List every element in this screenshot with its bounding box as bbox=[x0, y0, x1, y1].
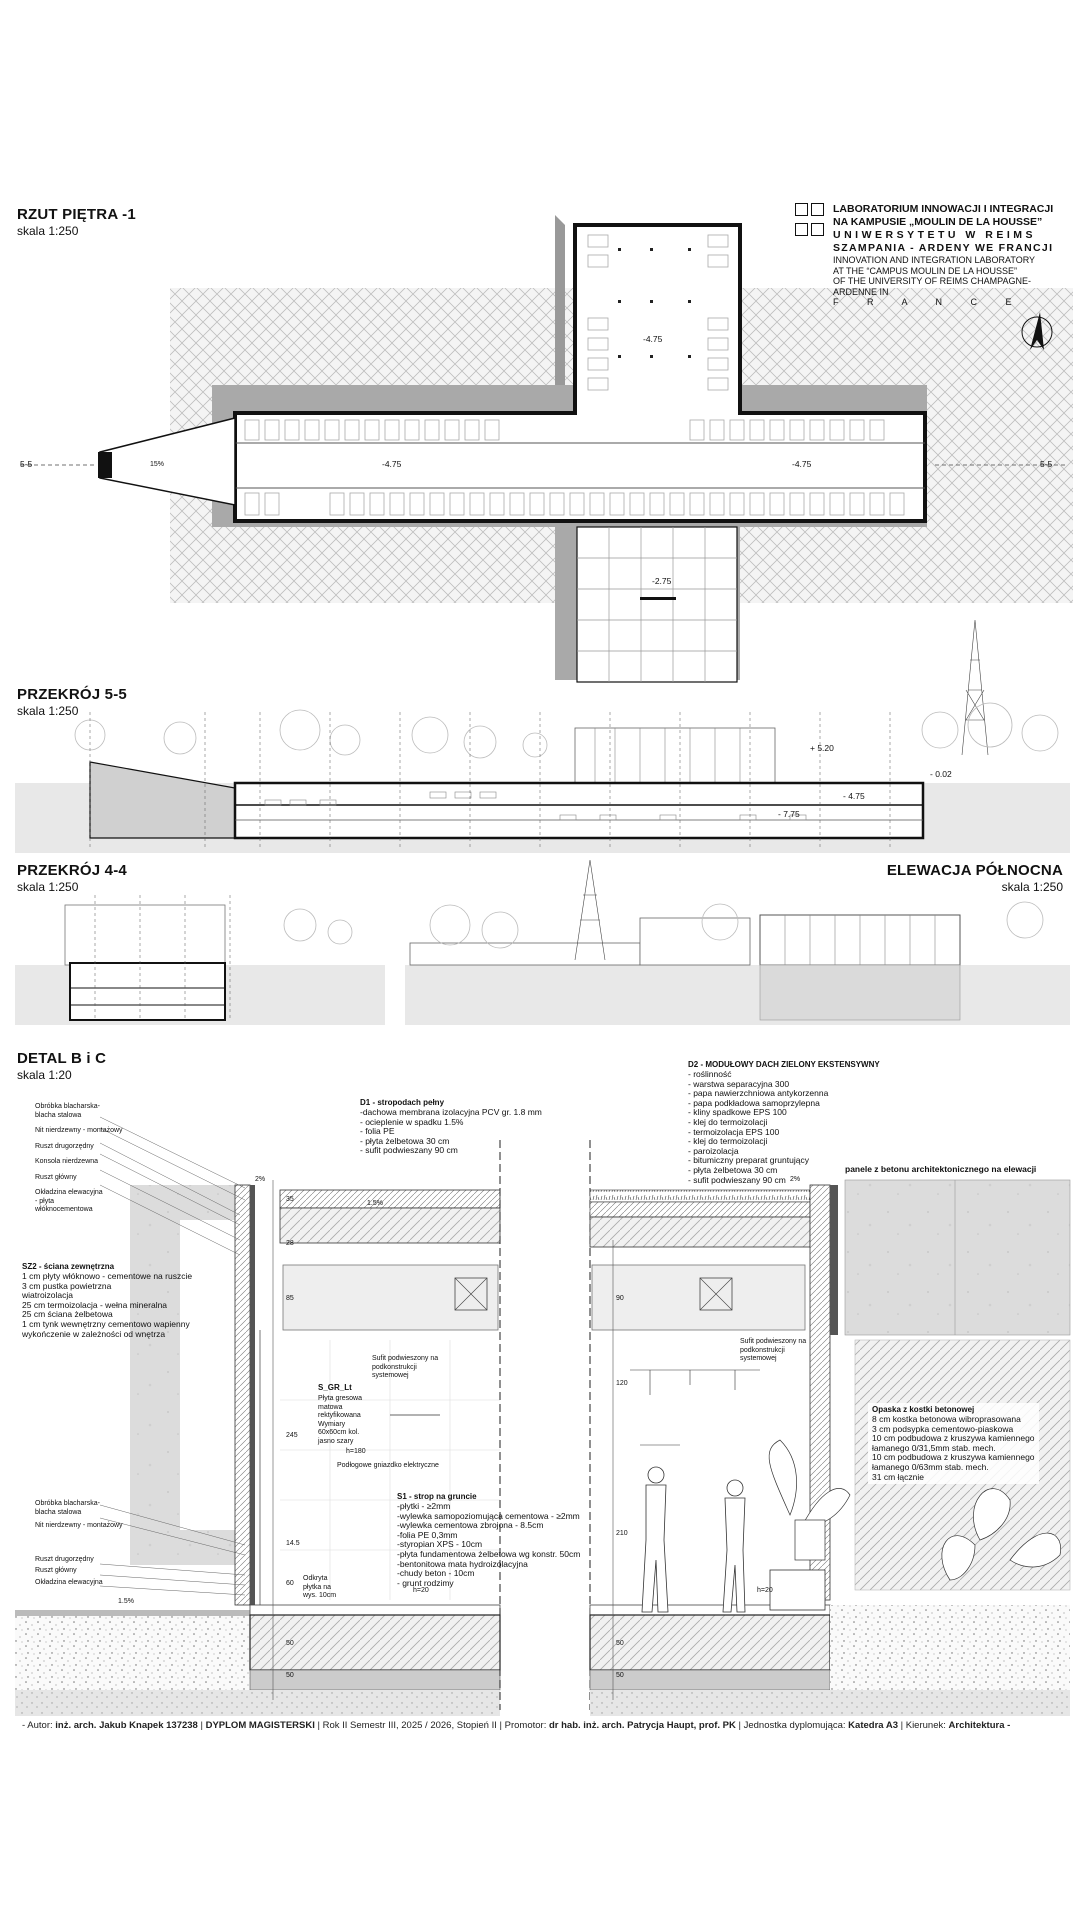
opaska-title: Opaska z kostki betonowej bbox=[872, 1405, 975, 1414]
logo-square bbox=[795, 223, 808, 236]
opaska-layer: 10 cm podbudowa z kruszywa kamiennego bbox=[872, 1433, 1035, 1444]
underground-outline bbox=[760, 965, 960, 1020]
section55-scale: skala 1:250 bbox=[17, 704, 79, 718]
slope-mark: 2% bbox=[790, 1176, 801, 1183]
footer-diploma: DYPLOM MAGISTERSKI bbox=[205, 1720, 315, 1731]
green-roof-vegetation bbox=[590, 1190, 810, 1202]
opaska-layer: łamanego 0/63mm stab. mech. bbox=[872, 1461, 989, 1472]
dimension: 90 bbox=[616, 1295, 624, 1302]
d2-layer: - roślinność bbox=[688, 1069, 732, 1079]
concrete-facade-panels bbox=[845, 1180, 1070, 1335]
roof-insulation bbox=[280, 1190, 500, 1208]
d1-layer: - ocieplenie w spadku 1.5% bbox=[360, 1116, 464, 1127]
d2-layer: - klej do termoizolacji bbox=[688, 1136, 768, 1147]
pavilion bbox=[640, 918, 750, 965]
tower-icon bbox=[575, 860, 605, 960]
tower-icon bbox=[962, 620, 988, 755]
footer-year: Rok II Semestr III, 2025 / 2026, Stopień II bbox=[322, 1720, 497, 1731]
section44-title: PRZEKRÓJ 4-4 bbox=[17, 862, 127, 879]
d2-layer: - sufit podwieszany 90 cm bbox=[688, 1174, 786, 1185]
footer-author-label: - Autor: bbox=[22, 1720, 56, 1731]
s1-layer: -folia PE 0,3mm bbox=[397, 1529, 458, 1540]
callout: Konsola nierdzewna bbox=[35, 1158, 99, 1165]
d2-layer: - bitumiczny preparat gruntujący bbox=[688, 1155, 809, 1166]
logo-square bbox=[811, 203, 824, 216]
opaska-layer: łamanego 0/31,5mm stab. mech. bbox=[872, 1442, 996, 1453]
project-title-en-4: F R A N C E bbox=[833, 297, 1025, 307]
callout: Ruszt drugorzędny bbox=[35, 1142, 94, 1150]
project-title-pl-1: LABORATORIUM INNOWACJI I INTEGRACJI bbox=[833, 203, 1054, 215]
footer-unit: Katedra A3 bbox=[848, 1720, 898, 1731]
d2-layer: - papa podkładowa samoprzylepna bbox=[688, 1097, 820, 1108]
opaska-layer: 10 cm podbudowa z kruszywa kamiennego bbox=[872, 1452, 1035, 1463]
level-label: - 0.02 bbox=[930, 769, 952, 779]
sz2-layer: 25 cm termoizolacja - wełna mineralna bbox=[22, 1299, 168, 1310]
d2-layer: - warstwa separacyjna 300 bbox=[688, 1078, 790, 1089]
s1-layer: -wylewka samopoziomująca cementowa - ≥2mm bbox=[397, 1510, 580, 1521]
s1-legend bbox=[397, 1492, 580, 1588]
logo-square bbox=[811, 223, 824, 236]
shadow bbox=[555, 215, 565, 400]
callout: Okładzina elewacyjna bbox=[35, 1578, 103, 1586]
height-mark: h=20 bbox=[413, 1587, 429, 1594]
south-courtyard bbox=[577, 527, 737, 682]
ceiling-note: Sufit podwieszony na podkonstrukcji systemowej bbox=[740, 1338, 807, 1362]
callout: Okładzina elewacyjna - płyta włóknocementowa bbox=[35, 1189, 103, 1213]
project-title-pl-4: SZAMPANIA - ARDENY WE FRANCJI bbox=[833, 242, 1054, 254]
ramp-section bbox=[90, 762, 235, 838]
callout: Ruszt główny bbox=[35, 1173, 77, 1181]
footer-course: Architektura - bbox=[948, 1720, 1011, 1731]
level-label: -4.75 bbox=[643, 334, 663, 344]
d1-layer: - płyta żelbetowa 30 cm bbox=[360, 1135, 450, 1146]
section44-scale: skala 1:250 bbox=[17, 880, 79, 894]
background-trees bbox=[284, 909, 352, 944]
d2-layer: - paroizolacja bbox=[688, 1145, 739, 1156]
roof-slab bbox=[280, 1208, 500, 1243]
opaska-layer: 31 cm łącznie bbox=[872, 1471, 924, 1482]
sz2-layer: 3 cm pustka powietrzna bbox=[22, 1280, 112, 1291]
s1-layer: -płytki - ≥2mm bbox=[397, 1501, 451, 1511]
footer-promotor: dr hab. inż. arch. Patrycja Haupt, prof. PK bbox=[548, 1720, 736, 1731]
elevation-title: ELEWACJA PÓŁNOCNA bbox=[886, 862, 1063, 879]
section55-title: PRZEKRÓJ 5-5 bbox=[17, 686, 127, 703]
project-title-en-1: INNOVATION AND INTEGRATION LABORATORY bbox=[833, 255, 1036, 265]
north-elevation bbox=[405, 860, 1070, 1025]
cut-marker-right: 5-5 bbox=[1040, 459, 1053, 469]
section-5-5 bbox=[15, 703, 1070, 853]
footer-promotor-label: Promotor: bbox=[504, 1720, 549, 1731]
ceiling-note: Sufit podwieszony na podkonstrukcji systemowej bbox=[372, 1355, 439, 1379]
dimension: 245 bbox=[286, 1432, 298, 1439]
ramp-slope-label: 15% bbox=[150, 461, 165, 468]
pergola bbox=[410, 943, 640, 965]
dimension: 50 bbox=[616, 1640, 624, 1647]
d1-title: D1 - stropodach pełny bbox=[360, 1098, 445, 1107]
d2-layer: - papa nawierzchniowa antykorzenna bbox=[688, 1088, 829, 1099]
person-figure bbox=[642, 1467, 745, 1612]
dimension: 35 bbox=[286, 1196, 294, 1203]
sz2-title: SZ2 - ściana zewnętrzna bbox=[22, 1262, 115, 1271]
entry-ramp bbox=[100, 418, 235, 505]
level-label: -4.75 bbox=[382, 459, 402, 469]
section-4-4 bbox=[15, 895, 385, 1025]
dimension: 50 bbox=[286, 1640, 294, 1647]
callout: Obróbka blacharska- blacha stalowa bbox=[35, 1500, 100, 1516]
d1-legend bbox=[360, 1098, 542, 1156]
height-mark: h=20 bbox=[757, 1587, 773, 1594]
roof-slab-right bbox=[590, 1217, 810, 1247]
s1-layer: -wylewka cementowa zbrojona - 8.5cm bbox=[397, 1520, 544, 1531]
project-title-en-3: OF THE UNIVERSITY OF REIMS CHAMPAGNE-ARDENNE IN bbox=[833, 276, 1032, 297]
sz2-layer: wiatroizolacja bbox=[22, 1290, 74, 1301]
d2-layer: - termoizolacja EPS 100 bbox=[688, 1126, 780, 1137]
tile-description: Płyta gresowa matowa rektyfikowana Wymiary 60x60cm kol. jasno szary bbox=[318, 1395, 362, 1445]
left-callouts-low bbox=[35, 1500, 123, 1587]
project-title-pl-2: NA KAMPUSIE „MOULIN DE LA HOUSSE” bbox=[833, 216, 1043, 228]
footer-author: inż. arch. Jakub Knapek 137238 bbox=[55, 1720, 198, 1731]
d2-layer: - kliny spadkowe EPS 100 bbox=[688, 1107, 787, 1118]
s1-layer: -bentonitowa mata hydroizolacyjna bbox=[397, 1558, 528, 1569]
bench bbox=[770, 1570, 825, 1610]
d2-layer: - płyta żelbetowa 30 cm bbox=[688, 1164, 778, 1175]
background-trees bbox=[75, 703, 1058, 758]
callout: Ruszt drugorzędny bbox=[35, 1555, 94, 1563]
d1-layer: - sufit podwieszany 90 cm bbox=[360, 1145, 458, 1156]
ground bbox=[405, 965, 1070, 1025]
s1-layer: - grunt rodzimy bbox=[397, 1577, 454, 1588]
north-wing-outline bbox=[575, 225, 740, 415]
plan-scale: skala 1:250 bbox=[17, 224, 79, 238]
dimension: 14.5 bbox=[286, 1540, 300, 1547]
basement-section bbox=[70, 963, 225, 1020]
project-title-en-2: AT THE “CAMPUS MOULIN DE LA HOUSSE” bbox=[833, 265, 1018, 276]
s1-title: S1 - strop na gruncie bbox=[397, 1492, 477, 1501]
suspended-ceiling-void bbox=[283, 1265, 498, 1330]
s1-layer: -płyta fundamentowa żelbetowa wg konstr. 50cm bbox=[397, 1548, 581, 1559]
level-label: -2.75 bbox=[652, 576, 672, 586]
slope-mark: 2% bbox=[255, 1176, 266, 1183]
level-label: - 7.75 bbox=[778, 809, 800, 819]
elevation-scale: skala 1:250 bbox=[1001, 880, 1063, 894]
panel-label: panele z betonu architektonicznego na elewacji bbox=[845, 1164, 1037, 1174]
opaska-layer: 8 cm kostka betonowa wibroprasowana bbox=[872, 1414, 1021, 1424]
plan-title: RZUT PIĘTRA -1 bbox=[17, 206, 136, 223]
dimension: 210 bbox=[616, 1530, 628, 1537]
footer-course-label: Kierunek: bbox=[905, 1720, 949, 1731]
callout: Obróbka blacharska- blacha stalowa bbox=[35, 1103, 100, 1119]
s1-layer: -chudy beton - 10cm bbox=[397, 1568, 475, 1579]
sz2-legend bbox=[22, 1262, 192, 1339]
d2-title: D2 - MODUŁOWY DACH ZIELONY EKSTENSYWNY bbox=[688, 1060, 880, 1069]
s1-layer: -styropian XPS - 10cm bbox=[397, 1539, 483, 1550]
project-title-pl-3: UNIWERSYTETU W REIMS bbox=[833, 229, 1036, 241]
dimension: 50 bbox=[286, 1672, 294, 1679]
socket-note: Podłogowe gniazdko elektryczne bbox=[337, 1462, 439, 1469]
dimension: 120 bbox=[616, 1380, 628, 1387]
slope-mark: 1.5% bbox=[367, 1200, 383, 1207]
dimension: 85 bbox=[286, 1295, 294, 1302]
junction bbox=[577, 400, 738, 420]
footer-unit-label: Jednostka dyplomująca: bbox=[743, 1720, 849, 1731]
slope-mark: 1.5% bbox=[118, 1598, 134, 1605]
dimension: 60 bbox=[286, 1580, 294, 1587]
ramp-gate bbox=[98, 452, 112, 478]
wall-insulation bbox=[235, 1185, 250, 1605]
opaska-legend bbox=[868, 1403, 1039, 1484]
left-callouts bbox=[35, 1103, 123, 1215]
building-elevation bbox=[65, 905, 225, 965]
sz2-layer: 1 cm płyty włóknowo - cementowe na ruszcie bbox=[22, 1271, 193, 1281]
level-label: + 5.20 bbox=[810, 743, 834, 753]
tile-code: S_GR_Lt bbox=[318, 1383, 352, 1392]
sz2-layer: 1 cm tynk wewnętrzny cementowo wapienny bbox=[22, 1318, 190, 1329]
detail-scale: skala 1:20 bbox=[17, 1068, 72, 1082]
callout: Nit nierdzewny - montażowy bbox=[35, 1127, 123, 1134]
sz2-layer: wykończenie w zależności od wnętrza bbox=[22, 1328, 166, 1339]
pendant-light-icon bbox=[630, 1370, 760, 1445]
logo-square bbox=[795, 203, 808, 216]
d1-layer: - folia PE bbox=[360, 1126, 395, 1137]
tile-note: Odkryta płytka na wys. 10cm bbox=[303, 1575, 337, 1599]
dimension: 50 bbox=[616, 1672, 624, 1679]
d1-layer: -dachowa membrana izolacyjna PCV gr. 1.8 mm bbox=[360, 1107, 542, 1117]
cut-marker-left: 5-5 bbox=[20, 459, 33, 469]
dimension: 28 bbox=[286, 1240, 294, 1247]
height-mark: h=180 bbox=[346, 1448, 366, 1455]
opaska-layer: 3 cm podsypka cementowo-piaskowa bbox=[872, 1423, 1014, 1434]
callout: Nit nierdzewny - montażowy bbox=[35, 1522, 123, 1529]
sz2-layer: 25 cm ściana żelbetowa bbox=[22, 1309, 113, 1320]
d2-layer: - klej do termoizolacji bbox=[688, 1116, 768, 1127]
detail-title: DETAL B i C bbox=[17, 1050, 107, 1067]
level-label: - 4.75 bbox=[843, 791, 865, 801]
callout: Ruszt główny bbox=[35, 1567, 77, 1574]
level-label: -4.75 bbox=[792, 459, 812, 469]
footer-credits: - Autor: inż. arch. Jakub Knapek 137238 | DYPLOM MAGISTERSKI | Rok II Semestr III, 2025 / 2026, Stopień II | Promotor: dr hab. inż. arch. Patrycja Haupt, prof. PK | Jednostka dyplomująca: Katedra A3 | Kierunek: Architektura - bbox=[22, 1720, 1011, 1731]
above-ground-building bbox=[575, 728, 775, 783]
main-wing-outline bbox=[235, 413, 925, 521]
